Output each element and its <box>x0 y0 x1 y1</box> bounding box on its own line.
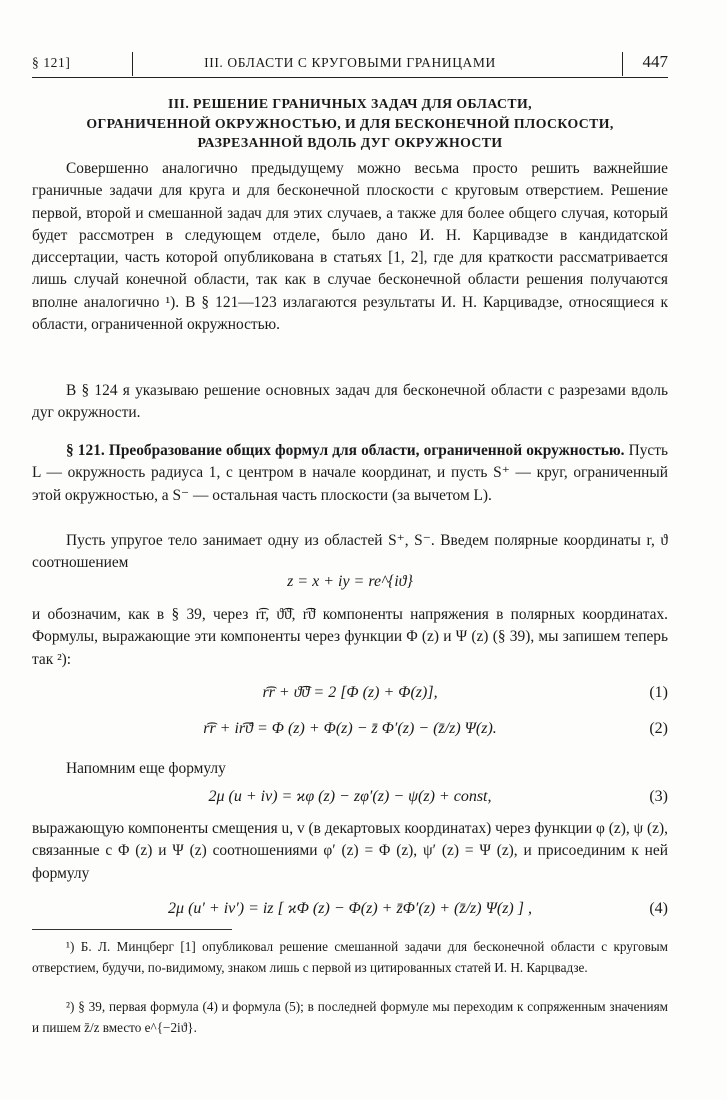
chapter-title-line: РАЗРЕЗАННОЙ ВДОЛЬ ДУГ ОКРУЖНОСТИ <box>197 135 503 150</box>
footnote-rule <box>32 929 232 930</box>
formula-1-expr: r͡r + ϑ͡ϑ = 2 [Φ (z) + Φ(z)], <box>262 684 438 701</box>
header-divider-left <box>132 52 133 76</box>
section-121-paragraph-1 <box>32 440 668 507</box>
formula-1-tag: (1) <box>649 684 668 701</box>
formula-4-expr: 2μ (u′ + iv′) = iz [ ϰΦ (z) − Φ(z) + z̄Φ′(z) + (z̄/z) Ψ(z) ] , <box>168 900 532 917</box>
section-121-paragraph-2: Пусть упругое тело занимает одну из областей S⁺, S⁻. Введем полярные координаты r, ϑ соотношением <box>32 532 668 572</box>
formula-2 <box>32 720 668 746</box>
chapter-title-line: ОГРАНИЧЕННОЙ ОКРУЖНОСТЬЮ, И ДЛЯ БЕСКОНЕЧНОЙ ПЛОСКОСТИ, <box>86 115 614 131</box>
header-running-title: III. ОБЛАСТИ С КРУГОВЫМИ ГРАНИЦАМИ <box>204 55 496 70</box>
intro-paragraph-1: Совершенно аналогично предыдущему можно весьма просто решить важнейшие граничные задачи для круга и для бесконечной плоскости с круговым отверстием. Решение первой, второй и смешанной задач для этих случаев, а также для более общего случая, который будет рассмотрен в следующем отделе, было дано И. Н. Карцивадзе в кандидатской диссертации, часть которой опубликована в статьях [1, 2], где для краткости рассматривается лишь случай конечной области, так как в случае бесконечной области решения получаются вполне аналогично ¹). В § 121—123 излагаются результаты И. Н. Карцивадзе, относящиеся к области, ограниченной окружностью. <box>32 160 668 334</box>
section-121-paragraph-5: выражающую компоненты смещения u, v (в декартовых координатах) через функции φ (z), ψ (z), связанные с Φ (z) и Ψ (z) соотношениями φ′ (z) = Φ (z), ψ′ (z) = Ψ (z), и присоединим к ней формулу <box>32 820 668 882</box>
formula-3-expr: 2μ (u + iv) = ϰφ (z) − zφ′(z) − ψ(z) + const, <box>208 788 492 805</box>
footnote-1: ¹) Б. Л. Минцберг [1] опубликовал решение смешанной задачи для бесконечной области с круговым отверстием, будучи, по-видимому, знаком лишь с первой из цитированных статей И. Н. Карцвадзе. <box>32 939 668 975</box>
formula-4-tag: (4) <box>649 900 668 917</box>
section-121-text: Пусть L — окружность радиуса 1, с центром в начале координат, и пусть S⁺ — круг, ограниченный этой окружностью, а S⁻ — остальная часть плоскости (за вычетом L). <box>32 442 668 504</box>
formula-polar <box>32 573 668 599</box>
chapter-title-line: III. РЕШЕНИЕ ГРАНИЧНЫХ ЗАДАЧ ДЛЯ ОБЛАСТИ, <box>168 96 532 111</box>
formula-polar-expr: z = x + iy = re^{iϑ} <box>287 573 413 590</box>
formula-2-expr: r͡r + ir͡ϑ = Φ (z) + Φ(z) − z̄ Φ′(z) − (z̄/z) Ψ(z). <box>203 720 497 737</box>
section-heading: § 121. Преобразование общих формул для области, ограниченной окружностью. <box>66 442 625 459</box>
page-number: 447 <box>642 52 668 71</box>
header-rule <box>32 77 668 78</box>
formula-1 <box>32 684 668 710</box>
header-section: § 121] <box>32 55 71 70</box>
footnote-2: ²) § 39, первая формула (4) и формула (5); в последней формуле мы переходим к сопряженным значениям и пишем z̄/z вместо e^{−2iϑ}. <box>32 999 668 1035</box>
intro-paragraph-2: В § 124 я указываю решение основных задач для бесконечной области с разрезами вдоль дуг окружности. <box>32 382 668 422</box>
formula-4 <box>32 900 668 926</box>
formula-2-tag: (2) <box>649 720 668 737</box>
formula-3 <box>32 788 668 814</box>
section-121-paragraph-4: Напомним еще формулу <box>66 760 226 777</box>
formula-3-tag: (3) <box>649 788 668 805</box>
header-divider-right <box>622 52 623 76</box>
running-header <box>32 52 668 78</box>
chapter-title <box>32 94 668 153</box>
section-121-paragraph-3: и обозначим, как в § 39, через r͡r, ϑ͡ϑ, r͡ϑ компоненты напряжения в полярных координатах. Формулы, выражающие эти компоненты через функции Φ (z) и Ψ (z) (§ 39), мы запишем теперь так ²): <box>32 606 668 668</box>
